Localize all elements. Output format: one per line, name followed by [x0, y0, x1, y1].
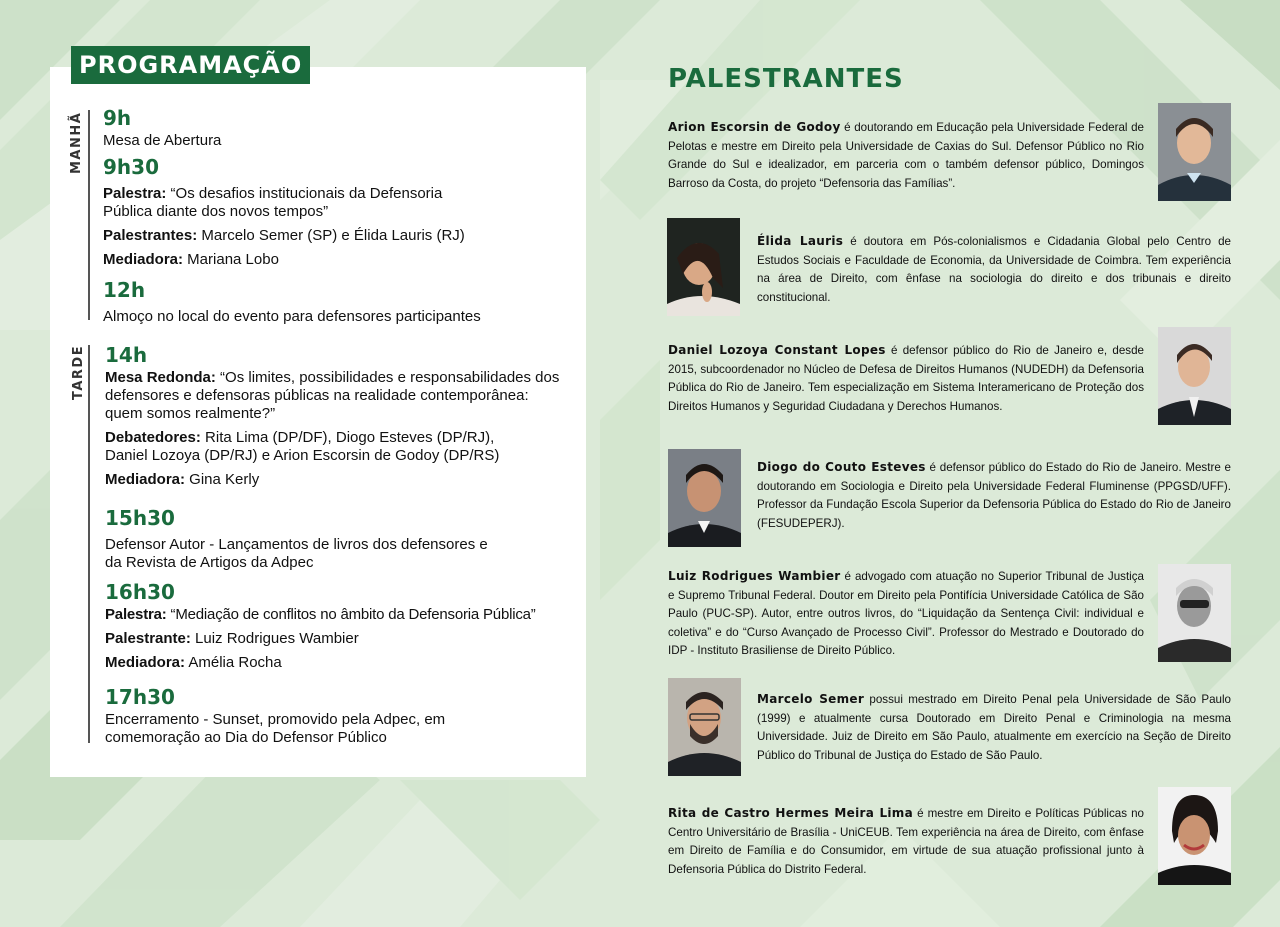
slot-line-label: Palestrantes: — [103, 227, 198, 244]
slot-line — [105, 471, 585, 489]
schedule-title: PROGRAMAÇÃO — [71, 46, 310, 84]
speaker-description: é defensor público do Estado do Rio de Janeiro. Mestre e doutorando em Sociologia e Direito pela Universidade Federal Fluminense (PPGSD/UFF). Professor da Fundação Escola Superior da Defensoria Pública do Estado do Rio de Janeiro (FESUDEPERJ). — [757, 461, 1231, 530]
speaker-bio — [668, 341, 1144, 416]
slot-time: 16h30 — [105, 580, 175, 604]
slot-line — [103, 185, 473, 221]
speaker-bio — [668, 804, 1144, 879]
speaker-name: Élida Lauris — [757, 234, 844, 248]
speaker-photo — [1158, 787, 1231, 885]
speaker-description: é doutora em Pós-colonialismos e Cidadania Global pelo Centro de Estudos Sociais e Faculdade de Economia, da Universidade de Coimbra. Tem experiência na área de Direito, com ênfase na sociologia do direito e dos tribunais e direito constitucional. — [757, 235, 1231, 304]
slot-line — [103, 132, 583, 150]
slot-line-text: Mariana Lobo — [183, 251, 279, 268]
speaker-photo — [1158, 564, 1231, 662]
slot-time: 15h30 — [105, 506, 175, 530]
speakers-title: PALESTRANTES — [668, 64, 904, 94]
slot-line — [103, 308, 583, 326]
speaker-description: é mestre em Direito e Políticas Públicas no Centro Universitário de Brasília - UniCEUB. Tem experiência na área de Direito, com ênfase em Direito de Família e do Consumidor, em virtude de sua atuação profissional junto à Defensoria Pública do Distrito Federal. — [668, 807, 1144, 876]
slot-line — [105, 429, 515, 465]
slot-line — [105, 606, 583, 624]
speaker-name: Luiz Rodrigues Wambier — [668, 569, 841, 583]
slot-line-text: “Os desafios institucionais da Defensoria Pública diante dos novos tempos” — [103, 185, 443, 220]
slot-description: Defensor Autor - Lançamentos de livros dos defensores e da Revista de Artigos da Adpec — [105, 536, 488, 571]
slot-line-text: Luiz Rodrigues Wambier — [190, 630, 359, 647]
slot-description: Mesa de Abertura — [103, 132, 222, 149]
speaker-description: possui mestrado em Direito Penal pela Universidade de São Paulo (1999) e atualmente cursa Doutorado em Direito Penal e Criminologia na mesma Universidade. Juiz de Direito em São Paulo, atualmente em exercício na Seção de Direito Público do Tribunal de Justiça do Estado de São Paulo. — [757, 693, 1231, 762]
schedule-slot — [105, 506, 585, 572]
period-label-morning: MANHÃ — [69, 111, 84, 174]
slot-time: 14h — [105, 343, 148, 367]
speaker-photo — [668, 678, 741, 776]
slot-line-label: Palestrante: — [105, 630, 191, 647]
schedule-slot — [103, 278, 583, 326]
slot-line — [105, 369, 565, 423]
slot-description: Almoço no local do evento para defensores participantes — [103, 308, 481, 325]
speaker-bio — [757, 458, 1231, 533]
speaker-description: é defensor público do Rio de Janeiro e, desde 2015, subcoordenador no Núcleo de Defesa de Direitos Humanos (NUDEDH) da Defensoria Pública do Rio de Janeiro. Tem especialização em Sistema Interamericano de Proteção dos Direitos Humanos y Seguridad Ciudadana y Derechos Humanos. — [668, 344, 1144, 413]
slot-time: 17h30 — [105, 685, 175, 709]
speaker-name: Rita de Castro Hermes Meira Lima — [668, 806, 914, 820]
speaker-description: é doutorando em Educação pela Universidade Federal de Pelotas e mestre em Direito pela Universidade de Caxias do Sul. Defensor Público no Rio Grande do Sul e idealizador, em parceria com o também defensor público, Domingos Barroso da Costa, do projeto “Defensoria das Famílias”. — [668, 121, 1144, 190]
slot-line-text: Rita Lima (DP/DF), Diogo Esteves (DP/RJ), Daniel Lozoya (DP/RJ) e Arion Escorsin de Godoy (DP/RS) — [105, 429, 500, 464]
speaker-name: Marcelo Semer — [757, 692, 865, 706]
speaker-name: Daniel Lozoya Constant Lopes — [668, 343, 886, 357]
afternoon-divider — [88, 345, 90, 743]
speaker-bio — [757, 232, 1231, 307]
slot-description: Encerramento - Sunset, promovido pela Adpec, em comemoração ao Dia do Defensor Público — [105, 711, 446, 746]
schedule-slot — [103, 155, 583, 269]
schedule-slot — [103, 106, 583, 150]
speaker-bio — [757, 690, 1231, 765]
slot-line-label: Mediadora: — [105, 654, 186, 671]
slot-time: 9h30 — [103, 155, 159, 179]
schedule-slot — [105, 580, 585, 672]
speaker-bio — [668, 118, 1144, 193]
speaker-name: Diogo do Couto Esteves — [757, 460, 926, 474]
speaker-description: é advogado com atuação no Superior Tribunal de Justiça e Supremo Tribunal Federal. Doutor em Direito pela Pontifícia Universidade Católica de São Paulo (PUC-SP). Autor, entre outros livros, do “Liquidação da Sentença Civil: individual e coletiva” e do “Curso Avançado de Processo Civil”. Professor do Mestrado e Doutorado do IDP - Instituto Brasiliense de Direito Público. — [668, 570, 1144, 658]
slot-line-label: Debatedores: — [105, 429, 201, 446]
slot-time: 12h — [103, 278, 146, 302]
slot-line — [103, 227, 583, 245]
slot-line-text: “Mediação de conflitos no âmbito da Defensoria Pública” — [166, 606, 536, 623]
morning-divider — [88, 110, 90, 320]
schedule-slot — [105, 685, 585, 747]
period-label-afternoon: TARDE — [71, 344, 86, 400]
slot-line — [105, 711, 505, 747]
slot-line-text: Amélia Rocha — [185, 654, 282, 671]
slot-line-text: Marcelo Semer (SP) e Élida Lauris (RJ) — [197, 227, 465, 244]
schedule-slot — [105, 343, 585, 489]
slot-line — [103, 251, 583, 269]
slot-line-text: “Os limites, possibilidades e responsabilidades dos defensores e defensoras públicas na realidade contemporânea: quem somos realmente?” — [105, 369, 560, 422]
slot-line-label: Mediadora: — [105, 471, 186, 488]
speaker-photo — [1158, 327, 1231, 425]
speaker-name: Arion Escorsin de Godoy — [668, 120, 841, 134]
slot-line-label: Mediadora: — [103, 251, 184, 268]
speaker-bio — [668, 567, 1144, 661]
speaker-photo — [1158, 103, 1231, 201]
slot-line — [105, 536, 505, 572]
slot-line-label: Palestra: — [103, 185, 167, 202]
speaker-photo — [667, 218, 740, 316]
slot-line-label: Palestra: — [105, 606, 167, 623]
slot-line — [105, 654, 585, 672]
slot-line-text: Gina Kerly — [185, 471, 260, 488]
slot-line-label: Mesa Redonda: — [105, 369, 216, 386]
slot-time: 9h — [103, 106, 132, 130]
speaker-photo — [668, 449, 741, 547]
slot-line — [105, 630, 585, 648]
